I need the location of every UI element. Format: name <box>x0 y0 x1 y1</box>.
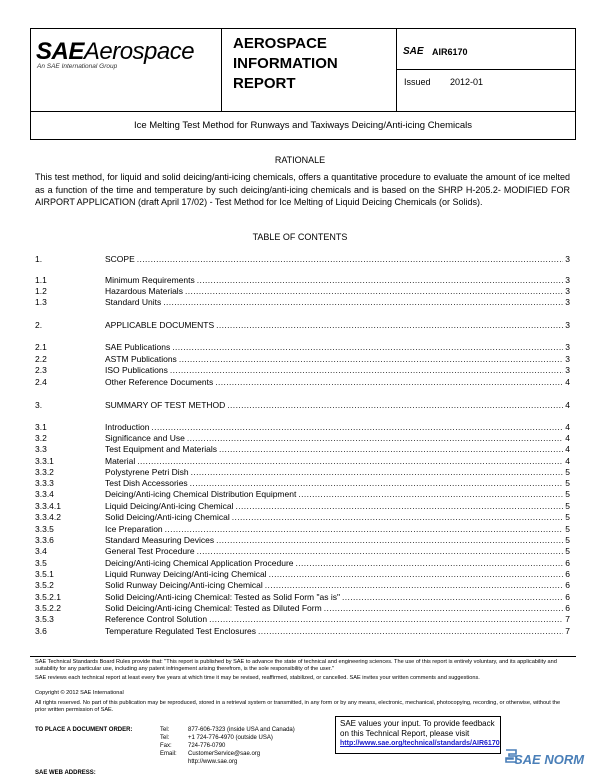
rationale-heading: RATIONALE <box>274 155 326 165</box>
contact-value[interactable]: http://www.sae.org <box>188 759 238 765</box>
toc-entry[interactable] <box>35 626 570 637</box>
toc-leader-dots <box>216 320 563 331</box>
toc-entry-title: Hazardous Materials <box>105 286 183 296</box>
toc-entry-page: 4 <box>565 433 570 443</box>
footer-notice-standards: SAE Technical Standards Board Rules provide that: "This report is published by SAE to advance the state of technical and engineering sciences. The use of this report is entirely voluntary, and its applicability and suitability for any particular use, including any patent infringement arising therefrom, is the sole responsibility of the user." <box>35 659 557 672</box>
toc-entry-title: ASTM Publications <box>105 354 177 364</box>
web-address-label: SAE WEB ADDRESS: <box>35 770 96 776</box>
toc-entry-title: Polystyrene Petri Dish <box>105 467 189 477</box>
toc-entry-title: Solid Runway Deicing/Anti-icing Chemical <box>105 580 263 590</box>
toc-entry-title: Test Equipment and Materials <box>105 444 217 454</box>
toc-entry-number: 3.3.5 <box>35 524 54 534</box>
toc-entry-page: 5 <box>565 489 570 499</box>
sae-aerospace-logo: SAEAerospace <box>36 38 195 65</box>
contact-label: Fax: <box>160 743 172 749</box>
toc-entry-page: 3 <box>565 365 570 375</box>
toc-entry-page: 5 <box>565 501 570 511</box>
toc-entry-title: Minimum Requirements <box>105 275 195 285</box>
toc-entry[interactable] <box>35 546 570 557</box>
toc-entry[interactable] <box>35 558 570 569</box>
toc-entry-number: 3.5 <box>35 558 47 568</box>
toc-entry-title: Solid Deicing/Anti-icing Chemical: Tested as Diluted Form <box>105 603 322 613</box>
toc-entry-page: 6 <box>565 592 570 602</box>
toc-entry[interactable] <box>35 400 570 411</box>
toc-leader-dots <box>296 558 564 569</box>
toc-entry[interactable] <box>35 365 570 376</box>
toc-entry[interactable] <box>35 342 570 353</box>
order-label: TO PLACE A DOCUMENT ORDER: <box>35 727 133 733</box>
document-title: Ice Melting Test Method for Runways and Taxiways Deicing/Anti-icing Chemicals <box>30 112 576 140</box>
toc-leader-dots <box>137 456 563 467</box>
toc-entry-page: 6 <box>565 569 570 579</box>
toc-entry-page: 4 <box>565 377 570 387</box>
toc-entry[interactable] <box>35 456 570 467</box>
contact-label: Tel: <box>160 727 170 733</box>
toc-leader-dots <box>324 603 564 614</box>
toc-entry[interactable] <box>35 444 570 455</box>
toc-leader-dots <box>236 501 564 512</box>
toc-entry-title: Standard Units <box>105 297 162 307</box>
toc-entry-number: 2.4 <box>35 377 47 387</box>
toc-entry-number: 1. <box>35 254 43 264</box>
toc-entry[interactable] <box>35 489 570 500</box>
toc-entry-page: 6 <box>565 580 570 590</box>
toc-entry[interactable] <box>35 592 570 603</box>
toc-entry-number: 2. <box>35 320 43 330</box>
toc-entry[interactable] <box>35 524 570 535</box>
toc-entry-page: 3 <box>565 286 570 296</box>
footer-copyright: Copyright © 2012 SAE International <box>35 690 124 696</box>
toc-entry-page: 3 <box>565 354 570 364</box>
toc-entry-title: ISO Publications <box>105 365 168 375</box>
toc-entry-title: Material <box>105 456 136 466</box>
contact-value[interactable]: CustomerService@sae.org <box>188 751 261 757</box>
toc-entry-number: 3.3.3 <box>35 478 54 488</box>
toc-entry-page: 3 <box>565 342 570 352</box>
toc-leader-dots <box>137 254 564 265</box>
toc-entry-page: 4 <box>565 444 570 454</box>
toc-entry[interactable] <box>35 433 570 444</box>
toc-entry[interactable] <box>35 535 570 546</box>
toc-entry-page: 3 <box>565 275 570 285</box>
toc-entry-title: Standard Measuring Devices <box>105 535 215 545</box>
toc-entry[interactable] <box>35 254 570 265</box>
toc-entry-title: Temperature Regulated Test Enclosures <box>105 626 257 636</box>
toc-entry-page: 4 <box>565 400 570 410</box>
toc-entry[interactable] <box>35 286 570 297</box>
toc-leader-dots <box>170 365 563 376</box>
toc-entry[interactable] <box>35 478 570 489</box>
toc-entry-number: 1.1 <box>35 275 47 285</box>
toc-entry-number: 3.3 <box>35 444 47 454</box>
toc-entry-page: 3 <box>565 297 570 307</box>
toc-entry-number: 3.5.3 <box>35 614 54 624</box>
toc-entry-number: 2.1 <box>35 342 47 352</box>
toc-leader-dots <box>298 489 563 500</box>
toc-entry-number: 3. <box>35 400 43 410</box>
toc-leader-dots <box>187 433 563 444</box>
toc-entry-number: 3.5.2.1 <box>35 592 61 602</box>
toc-leader-dots <box>197 275 564 286</box>
toc-entry[interactable] <box>35 603 570 614</box>
toc-entry-number: 3.4 <box>35 546 47 556</box>
toc-entry-number: 1.3 <box>35 297 47 307</box>
toc-entry-page: 5 <box>565 467 570 477</box>
toc-entry-number: 3.5.2 <box>35 580 54 590</box>
toc-entry-page: 3 <box>565 320 570 330</box>
toc-entry[interactable] <box>35 501 570 512</box>
toc-entry-number: 3.3.6 <box>35 535 54 545</box>
toc-entry-page: 7 <box>565 626 570 636</box>
toc-entry[interactable] <box>35 422 570 433</box>
toc-entry[interactable] <box>35 614 570 625</box>
toc-entry-number: 3.3.4.2 <box>35 512 61 522</box>
footer-rights: All rights reserved. No part of this publication may be reproduced, stored in a retrieval system or transmitted, in any form or by any means, electronic, mechanical, photocopying, recording, or otherwise, without the prior written permission of SAE. <box>35 700 561 713</box>
feedback-link[interactable]: http://www.sae.org/technical/standards/AIR6170 <box>340 740 500 747</box>
toc-entry-title: SCOPE <box>105 254 135 264</box>
toc-entry[interactable] <box>35 377 570 388</box>
toc-entry-title: Solid Deicing/Anti-icing Chemical: Tested as Solid Form "as is" <box>105 592 340 602</box>
toc-entry-title: Deicing/Anti-icing Chemical Distribution Equipment <box>105 489 297 499</box>
toc-leader-dots <box>232 512 564 523</box>
toc-entry-page: 4 <box>565 422 570 432</box>
toc-leader-dots <box>190 478 564 489</box>
issued-date: 2012-01 <box>450 77 484 87</box>
toc-entry-page: 5 <box>565 524 570 534</box>
issued-label: Issued <box>404 77 431 87</box>
rationale-text: This test method, for liquid and solid deicing/anti-icing chemicals, offers a quantitative procedure to evaluate the amount of ice melted as a function of the time and temperature by such deicing/anti-icing chemicals and is based on the SHRP H-205.2- MODIFIED FOR AIRPORT APPLICATION (draft April 17/02) - Test Method for Ice Melting of Liquid Deicing Chemicals (or Solids). <box>35 172 570 207</box>
toc-leader-dots <box>265 580 563 591</box>
toc-entry[interactable] <box>35 467 570 478</box>
toc-entry-page: 5 <box>565 546 570 556</box>
toc-entry-page: 5 <box>565 535 570 545</box>
toc-leader-dots <box>269 569 564 580</box>
toc-leader-dots <box>185 286 563 297</box>
toc-entry[interactable] <box>35 354 570 365</box>
toc-leader-dots <box>197 546 564 557</box>
toc-entry-number: 2.2 <box>35 354 47 364</box>
toc-entry-page: 7 <box>565 614 570 624</box>
toc-entry-title: SUMMARY OF TEST METHOD <box>105 400 226 410</box>
feedback-box <box>335 716 501 754</box>
toc-entry-title: Significance and Use <box>105 433 185 443</box>
toc-entry-number: 3.3.4.1 <box>35 501 61 511</box>
toc-entry-number: 3.1 <box>35 422 47 432</box>
toc-entry-title: Introduction <box>105 422 150 432</box>
toc-entry-number: 3.2 <box>35 433 47 443</box>
toc-leader-dots <box>165 524 564 535</box>
toc-leader-dots <box>258 626 563 637</box>
toc-entry-title: Solid Deicing/Anti-icing Chemical <box>105 512 230 522</box>
toc-entry[interactable] <box>35 569 570 580</box>
toc-leader-dots <box>227 400 563 411</box>
footer-notice-review: SAE reviews each technical report at least every five years at which time it may be revised, reaffirmed, stabilized, or cancelled. SAE invites your written comments and suggestions. <box>35 675 480 681</box>
footer-divider <box>30 656 576 657</box>
toc-leader-dots <box>342 592 563 603</box>
toc-leader-dots <box>209 614 563 625</box>
toc-leader-dots <box>216 535 563 546</box>
report-type-title: AEROSPACE INFORMATION REPORT <box>233 35 338 92</box>
toc-leader-dots <box>215 377 563 388</box>
toc-entry[interactable] <box>35 297 570 308</box>
toc-entry-title: Deicing/Anti-icing Chemical Application Procedure <box>105 558 294 568</box>
toc-leader-dots <box>151 422 563 433</box>
toc-entry-number: 3.5.1 <box>35 569 54 579</box>
contact-value: +1 724-776-4970 (outside USA) <box>188 735 273 741</box>
toc-entry-page: 4 <box>565 456 570 466</box>
toc-entry-number: 1.2 <box>35 286 47 296</box>
toc-entry-title: Test Dish Accessories <box>105 478 188 488</box>
sae-norm-watermark: SAE NORM <box>514 752 585 767</box>
contact-value: 724-776-0790 <box>188 743 226 749</box>
toc-leader-dots <box>163 297 563 308</box>
contact-value: 877-606-7323 (inside USA and Canada) <box>188 727 295 733</box>
toc-entry-title: Liquid Deicing/Anti-icing Chemical <box>105 501 234 511</box>
toc-entry-number: 3.3.1 <box>35 456 54 466</box>
toc-entry-number: 3.3.2 <box>35 467 54 477</box>
feedback-line-2: on this Technical Report, please visit <box>340 728 470 738</box>
toc-entry-number: 2.3 <box>35 365 47 375</box>
toc-heading: TABLE OF CONTENTS <box>252 232 348 242</box>
feedback-line-1: SAE values your input. To provide feedback <box>340 719 495 728</box>
toc-leader-dots <box>191 467 564 478</box>
toc-leader-dots <box>219 444 563 455</box>
toc-entry[interactable] <box>35 512 570 523</box>
contact-label: Email: <box>160 751 177 757</box>
toc-entry-page: 6 <box>565 558 570 568</box>
toc-entry-page: 5 <box>565 512 570 522</box>
toc-entry-page: 5 <box>565 478 570 488</box>
toc-entry-title: APPLICABLE DOCUMENTS <box>105 320 215 330</box>
document-number: AIR6170 <box>432 47 468 57</box>
toc-entry-title: Other Reference Documents <box>105 377 214 387</box>
toc-entry-page: 3 <box>565 254 570 264</box>
toc-entry-title: Reference Control Solution <box>105 614 208 624</box>
toc-leader-dots <box>172 342 563 353</box>
toc-entry[interactable] <box>35 275 570 286</box>
toc-entry-number: 3.6 <box>35 626 47 636</box>
logo-subtitle: An SAE International Group <box>37 63 118 70</box>
toc-entry-number: 3.5.2.2 <box>35 603 61 613</box>
sae-mark: SAE <box>403 46 424 57</box>
toc-entry-number: 3.3.4 <box>35 489 54 499</box>
toc-entry-title: General Test Procedure <box>105 546 195 556</box>
toc-entry-title: Ice Preparation <box>105 524 163 534</box>
toc-entry[interactable] <box>35 580 570 591</box>
toc-entry[interactable] <box>35 320 570 331</box>
toc-leader-dots <box>179 354 563 365</box>
toc-entry-title: Liquid Runway Deicing/Anti-icing Chemical <box>105 569 267 579</box>
toc-entry-page: 6 <box>565 603 570 613</box>
toc-entry-title: SAE Publications <box>105 342 171 352</box>
contact-label: Tel: <box>160 735 170 741</box>
